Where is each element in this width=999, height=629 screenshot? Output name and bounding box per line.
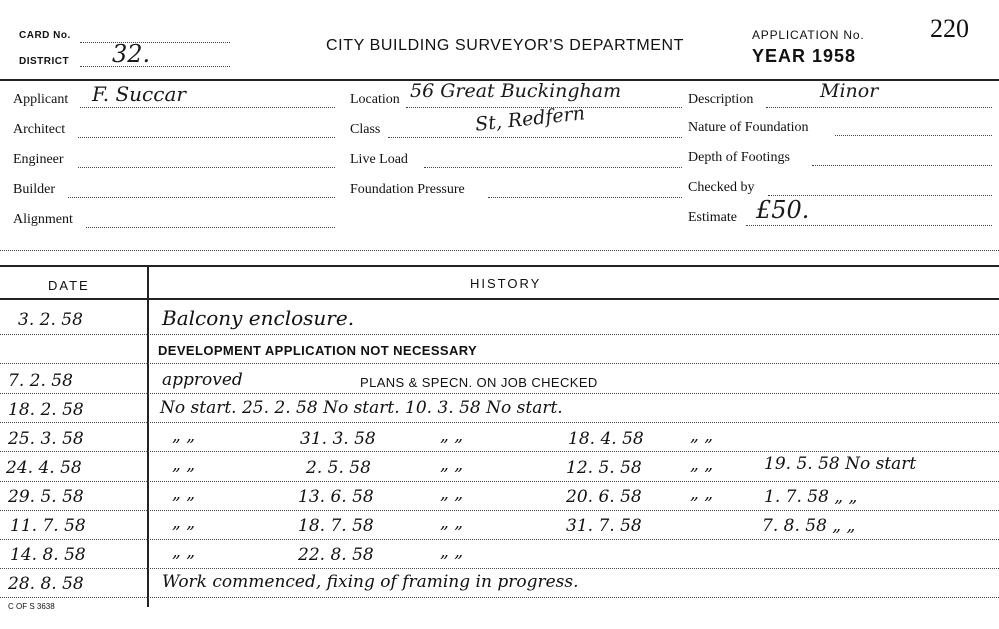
alignment-label: Alignment [13,212,73,227]
alignment-line [86,227,335,228]
form-code: C OF S 3638 [8,602,55,611]
depth-of-footings-label: Depth of Footings [688,150,790,165]
row-line [0,363,999,364]
ditto-mark: „ „ [690,455,714,475]
ditto-mark: „ „ [440,426,464,446]
application-number: 220 [930,14,969,43]
row-line [0,422,999,423]
row-date-entry: 7. 8. 58 „ „ [762,516,856,536]
description-line [766,107,992,108]
row-line [0,451,999,452]
row-date-entry: 22. 8. 58 [298,545,374,565]
development-stamp: DEVELOPMENT APPLICATION NOT NECESSARY [158,343,478,358]
fields-bottom-dots [0,250,999,251]
row-date: 25. 3. 58 [8,429,84,449]
row-date: 29. 5. 58 [8,487,84,507]
row-date-entry: 12. 5. 58 [566,458,642,478]
year-label: YEAR 1958 [752,46,857,66]
row-date: 24. 4. 58 [6,458,82,478]
district-line [80,66,230,67]
table-header-rule [0,298,999,300]
class-line [388,137,682,138]
architect-label: Architect [13,122,66,137]
row-date-entry: 13. 6. 58 [298,487,374,507]
class-label: Class [350,122,381,137]
estimate-label: Estimate [688,210,737,225]
ditto-mark: „ „ [172,484,196,504]
description-label: Description [688,92,754,107]
card-no-line [80,42,230,43]
row-history: No start. 25. 2. 58 No start. 10. 3. 58 No start. [160,398,563,418]
checked-by-label: Checked by [688,180,755,195]
ditto-mark: „ „ [172,513,196,533]
applicant-value: F. Succar [92,82,186,106]
plans-checked-stamp: PLANS & SPECN. ON JOB CHECKED [360,375,598,390]
nature-of-foundation-label: Nature of Foundation [688,120,809,135]
row-history: Balcony enclosure. [162,306,355,330]
live-load-label: Live Load [350,152,408,167]
applicant-line [80,107,335,108]
row-date: 14. 8. 58 [10,545,86,565]
ditto-mark: „ „ [172,542,196,562]
row-line [0,481,999,482]
application-label: APPLICATION No. [752,28,865,42]
history-column-header: HISTORY [470,276,542,291]
location-label: Location [350,92,400,107]
department-title: CITY BUILDING SURVEYOR'S DEPARTMENT [326,37,685,54]
location-value-2: St, Redfern [474,102,586,136]
row-date-entry: 2. 5. 58 [306,458,371,478]
row-line [0,568,999,569]
foundation-pressure-line [488,197,682,198]
row-history: Work commenced, fixing of framing in progress. [162,572,579,592]
table-column-divider [147,267,149,607]
row-line [0,334,999,335]
ditto-mark: „ „ [440,484,464,504]
location-value-1: 56 Great Buckingham [410,80,622,102]
row-line [0,393,999,394]
live-load-line [424,167,682,168]
date-column-header: DATE [48,278,90,293]
description-value: Minor [820,80,879,102]
architect-line [78,137,335,138]
row-date-entry: 31. 3. 58 [300,429,376,449]
row-date-entry: 18. 7. 58 [298,516,374,536]
row-date-entry: 31. 7. 58 [566,516,642,536]
row-date: 28. 8. 58 [8,574,84,594]
applicant-label: Applicant [13,92,69,107]
ditto-mark: „ „ [172,426,196,446]
row-line [0,597,999,598]
engineer-label: Engineer [13,152,64,167]
row-date-entry: 1. 7. 58 „ „ [764,487,858,507]
row-date-entry: 20. 6. 58 [566,487,642,507]
table-top-rule [0,265,999,267]
ditto-mark: „ „ [690,426,714,446]
engineer-line [78,167,335,168]
builder-line [68,197,335,198]
row-date: 18. 2. 58 [8,400,84,420]
card-no-label: CARD No. [19,30,71,41]
row-date: 7. 2. 58 [8,371,73,391]
depth-line [812,165,992,166]
row-date-entry: 19. 5. 58 No start [764,454,917,474]
row-date: 11. 7. 58 [10,516,86,536]
ditto-mark: „ „ [690,484,714,504]
district-value: 32. [112,40,151,68]
builder-label: Builder [13,182,55,197]
ditto-mark: „ „ [440,455,464,475]
ditto-mark: „ „ [440,542,464,562]
ditto-mark: „ „ [440,513,464,533]
district-label: DISTRICT [19,56,70,67]
row-date: 3. 2. 58 [18,310,83,330]
row-history: approved [162,370,243,390]
ditto-mark: „ „ [172,455,196,475]
row-line [0,539,999,540]
estimate-value: £50. [756,196,810,224]
row-line [0,510,999,511]
row-date-entry: 18. 4. 58 [568,429,644,449]
nature-line [835,135,992,136]
foundation-pressure-label: Foundation Pressure [350,182,465,197]
estimate-line [746,225,992,226]
